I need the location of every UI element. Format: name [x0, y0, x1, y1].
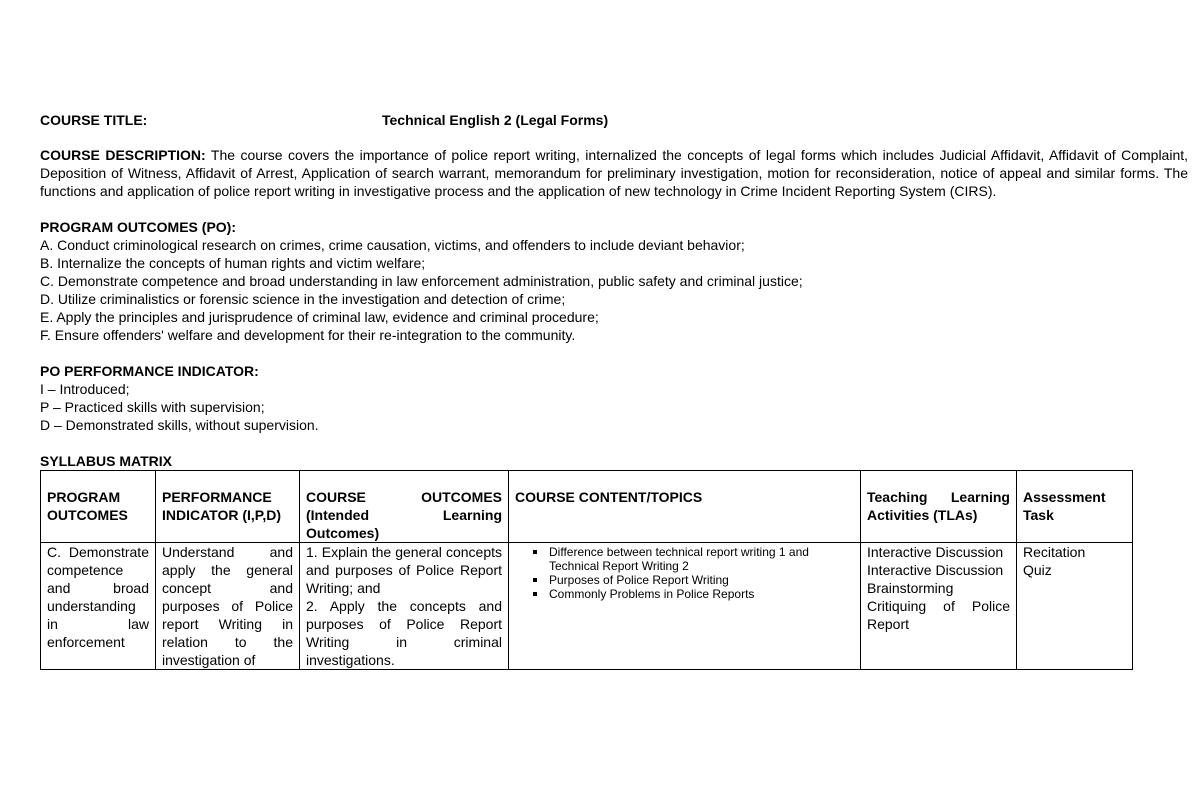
cell-program-outcome: C. Demonstrate competence and broad understanding in law enforcement: [41, 543, 156, 670]
cell-tlas: [861, 543, 1017, 670]
course-outcome-1: 1. Explain the general concepts and purposes of Police Report Writing; and: [306, 544, 502, 596]
list-item: I – Introduced;: [40, 381, 130, 397]
course-outcome-2: 2. Apply the concepts and purposes of Police Report Writing in criminal investigations.: [306, 598, 502, 668]
table-header-row: [41, 471, 1133, 543]
header-course-outcomes-text: COURSE OUTCOMES (Intended Learning Outcomes): [306, 489, 502, 541]
cell-course-outcomes: [300, 543, 509, 670]
program-outcomes-heading: PROGRAM OUTCOMES (PO):: [40, 219, 236, 235]
header-program-outcomes: PROGRAM OUTCOMES: [41, 471, 156, 543]
course-description-text: The course covers the importance of police report writing, internalized the concepts of legal forms which includes Judicial Affidavit, Affidavit of Complaint, Deposition of Witness, Affidavit of Arrest, Application of search warrant, memorandum for preliminary investigation, motion for reconsideration, notice of appeal and similar forms. The functions and application of police report writing in investigative process and the application of new technology in Crime Incident Reporting System (CIRS).: [40, 147, 1189, 199]
list-item: Commonly Problems in Police Reports: [537, 587, 854, 601]
performance-indicator-list: [40, 380, 1188, 434]
header-assessment: Assessment Task: [1017, 471, 1133, 543]
list-item: B. Internalize the concepts of human rights and victim welfare;: [40, 255, 426, 271]
list-item: Purposes of Police Report Writing: [537, 573, 854, 587]
list-item: Difference between technical report writing 1 and Technical Report Writing 2: [537, 545, 854, 573]
tla-item: Critiquing of Police Report: [867, 598, 1010, 632]
cell-assessment: [1017, 543, 1133, 670]
program-outcomes-section: [40, 218, 1188, 344]
course-description-label: COURSE DESCRIPTION:: [40, 147, 206, 163]
list-item: F. Ensure offenders' welfare and development for their re-integration to the community.: [40, 327, 576, 343]
performance-indicator-heading: PO PERFORMANCE INDICATOR:: [40, 363, 259, 379]
list-item: D. Utilize criminalistics or forensic science in the investigation and detection of crime;: [40, 291, 566, 307]
assessment-item: Recitation: [1023, 544, 1086, 560]
header-course-content: COURSE CONTENT/TOPICS: [509, 471, 861, 543]
tla-item: Brainstorming: [867, 580, 954, 596]
course-title-row: [40, 111, 1188, 129]
header-performance-indicator: PERFORMANCE INDICATOR (I,P,D): [156, 471, 300, 543]
tla-item: Interactive Discussion: [867, 544, 1004, 560]
course-title-label: COURSE TITLE:: [40, 112, 148, 128]
list-item: C. Demonstrate competence and broad understanding in law enforcement administration, public safety and criminal justice;: [40, 273, 803, 289]
header-course-outcomes: [300, 471, 509, 543]
performance-indicator-section: [40, 362, 1188, 434]
cell-course-content: [509, 543, 861, 670]
course-title-value: Technical English 2 (Legal Forms): [382, 112, 609, 128]
table-row: [41, 543, 1133, 670]
course-description: [40, 146, 1188, 200]
list-item: E. Apply the principles and jurisprudence of criminal law, evidence and criminal procedure;: [40, 309, 599, 325]
syllabus-matrix-title: [40, 452, 1188, 470]
list-item: D – Demonstrated skills, without supervision.: [40, 417, 319, 433]
header-tlas: Teaching Learning Activities (TLAs): [861, 471, 1017, 543]
document-content: [40, 110, 1188, 670]
cell-performance-indicator: Understand and apply the general concept and purposes of Police report Writing in relation to the investigation of: [156, 543, 300, 670]
syllabus-matrix-table: [40, 470, 1133, 670]
program-outcomes-list: [40, 236, 1188, 344]
list-item: A. Conduct criminological research on crimes, crime causation, victims, and offenders to include deviant behavior;: [40, 237, 745, 253]
topic-list: [515, 545, 854, 601]
assessment-item: Quiz: [1023, 562, 1052, 578]
tla-item: Interactive Discussion: [867, 562, 1004, 578]
list-item: P – Practiced skills with supervision;: [40, 399, 265, 415]
syllabus-matrix-title-text: SYLLABUS MATRIX: [40, 453, 172, 469]
